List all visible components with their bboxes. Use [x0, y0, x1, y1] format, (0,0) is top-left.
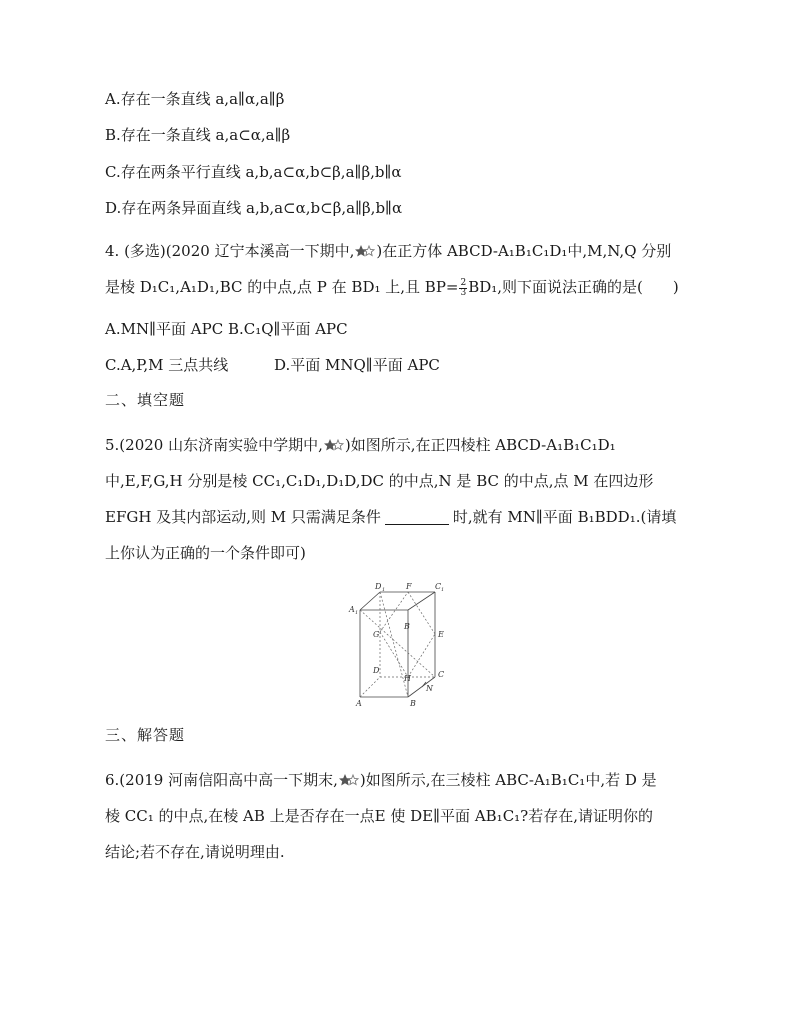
fraction-numerator: 2	[460, 278, 467, 288]
fig-label-c1-sub: 1	[441, 587, 445, 593]
fig-label-f: F	[406, 582, 412, 591]
q6-line-3: 结论;若不存在,请说明理由.	[105, 843, 285, 861]
q4-options-ab: A.MN∥平面 APC B.C₁Q∥平面 APC	[105, 320, 348, 338]
q4-line-2	[105, 276, 679, 298]
fraction-denominator: 3	[460, 288, 467, 298]
q4-line-1	[105, 240, 671, 262]
difficulty-star-icon	[338, 773, 360, 787]
q4-line-1-text-b: )在正方体 ABCD-A₁B₁C₁D₁中,M,N,Q 分别	[376, 242, 672, 260]
section-heading-fill-in: 二、填空题	[105, 391, 186, 409]
fig-label-a1: A	[349, 605, 355, 614]
fig-label-d: D	[373, 666, 380, 675]
fig-label-a: A	[356, 699, 362, 708]
difficulty-star-icon	[323, 438, 345, 452]
fig-label-d1-sub: 1	[382, 587, 386, 593]
q5-line-1	[105, 434, 616, 456]
q3-option-b: B.存在一条直线 a,a⊂α,a∥β	[105, 126, 291, 144]
fig-label-b: B	[410, 699, 416, 708]
q5-line-3-text-a: EFGH 及其内部运动,则 M 只需满足条件	[105, 508, 381, 526]
answer-blank[interactable]	[385, 508, 449, 525]
q4-option-c: C.A,P,M 三点共线	[105, 356, 229, 374]
q6-line-1-text-a: 6.(2019 河南信阳高中高一下期末,	[105, 771, 338, 789]
q3-option-c: C.存在两条平行直线 a,b,a⊂α,b⊂β,a∥β,b∥α	[105, 163, 402, 181]
q5-line-2: 中,E,F,G,H 分别是棱 CC₁,C₁D₁,D₁D,DC 的中点,N 是 BC 的中点,点 M 在四边形	[105, 472, 654, 490]
fig-label-n: N	[426, 684, 433, 693]
fig-label-d1: D	[375, 582, 382, 591]
fig-label-g: G	[373, 630, 380, 639]
fig-label-h: H	[404, 674, 411, 683]
fig-label-c1: C	[435, 582, 442, 591]
q6-line-1-text-b: )如图所示,在三棱柱 ABC-A₁B₁C₁中,若 D 是	[359, 771, 657, 789]
q5-line-3-text-b: 时,就有 MN∥平面 B₁BDD₁.(请填	[452, 508, 677, 526]
fig-label-b1: B	[404, 622, 410, 631]
q5-line-1-text-a: 5.(2020 山东济南实验中学期中,	[105, 436, 323, 454]
prism-figure	[340, 582, 460, 712]
q5-line-3	[105, 506, 676, 528]
difficulty-star-icon	[354, 244, 376, 258]
q6-line-2: 棱 CC₁ 的中点,在棱 AB 上是否存在一点E 使 DE∥平面 AB₁C₁?若存在,请证明你的	[105, 807, 653, 825]
q5-line-4: 上你认为正确的一个条件即可)	[105, 544, 306, 562]
q6-line-1	[105, 769, 657, 791]
q5-line-1-text-b: )如图所示,在正四棱柱 ABCD-A₁B₁C₁D₁	[344, 436, 616, 454]
q4-line-1-text-a: 4. (多选)(2020 辽宁本溪高一下期中,	[105, 242, 355, 260]
q3-option-a: A.存在一条直线 a,a∥α,a∥β	[105, 90, 285, 108]
fig-label-c: C	[438, 670, 445, 679]
q3-option-d: D.存在两条异面直线 a,b,a⊂α,b⊂β,a∥β,b∥α	[105, 199, 403, 217]
section-heading-answer: 三、解答题	[105, 726, 186, 744]
q4-line-2-text-a: 是棱 D₁C₁,A₁D₁,BC 的中点,点 P 在 BD₁ 上,且 BP=	[105, 278, 459, 296]
fig-label-a1-sub: 1	[355, 610, 359, 616]
fig-label-e: E	[438, 630, 444, 639]
fraction	[459, 279, 467, 298]
q4-option-d: D.平面 MNQ∥平面 APC	[274, 356, 440, 374]
q4-line-2-text-b: BD₁,则下面说法正确的是( )	[468, 278, 679, 296]
